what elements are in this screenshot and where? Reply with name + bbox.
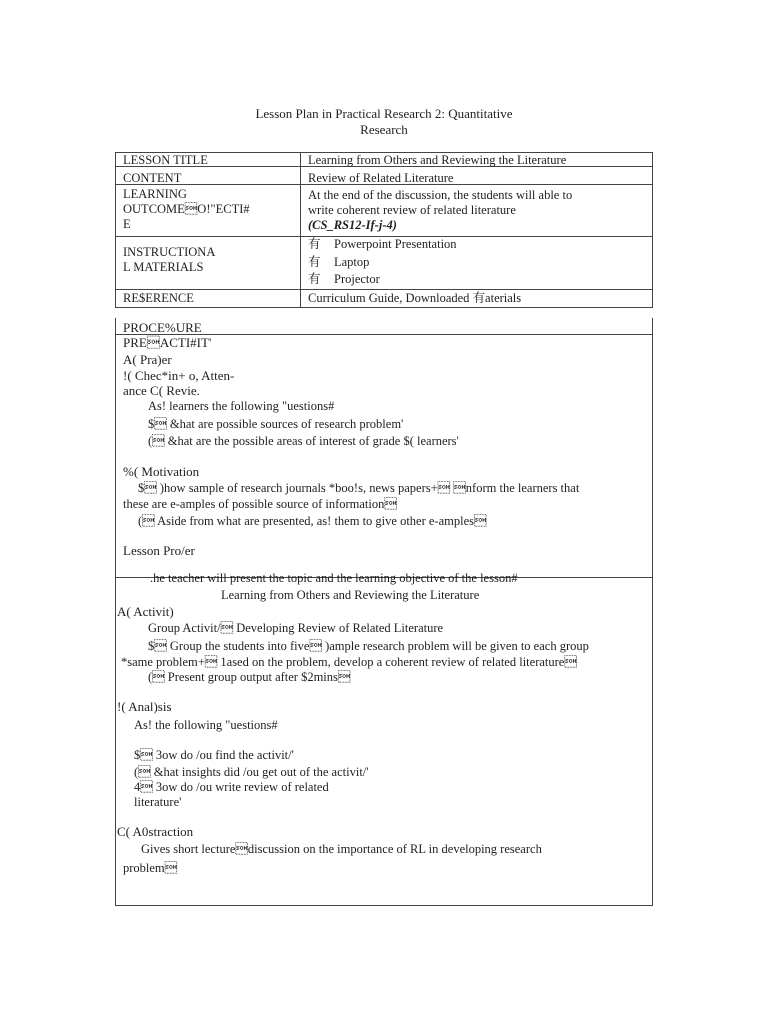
- ask-instruction: As! learners the following "uestions#: [148, 399, 335, 413]
- outcome-text-2: write coherent review of related literature: [308, 203, 516, 217]
- row-value-content: Review of Related Literature: [308, 171, 454, 185]
- motivation-line-3: ( Aside from what are presented, as! them to give other e-amples: [138, 514, 487, 528]
- activity-step-3: ( Present group output after $2mins: [148, 670, 351, 684]
- row-value-reference: Curriculum Guide, Downloaded 有aterials: [308, 291, 522, 305]
- analysis-question-3: 4 3ow do /ou write review of related: [134, 780, 329, 794]
- analysis-question-1: $ 3ow do /ou find the activit/': [134, 748, 294, 762]
- lesson-subtitle: Learning from Others and Reviewing the Literature: [221, 588, 480, 602]
- outcome-label-1: LEARNING: [123, 187, 187, 201]
- materials-label-1: INSTRUCTIONA: [123, 245, 216, 259]
- activity-heading: A( Activit): [117, 604, 174, 619]
- row-label-materials: [123, 245, 215, 275]
- list-item: 有 Projector: [308, 271, 457, 289]
- activity-step-2: *same problem+ 1ased on the problem, develop a coherent review of related literature: [121, 655, 577, 669]
- table-rule: [115, 152, 116, 308]
- motivation-line-2: these are e-amples of possible source of information: [123, 497, 397, 511]
- lesson-intro: .he teacher will present the topic and the learning objective of the lesson#: [150, 571, 518, 585]
- row-label-content: CONTENT: [123, 171, 182, 185]
- materials-list: [308, 236, 457, 289]
- list-item: 有 Powerpoint Presentation: [308, 236, 457, 254]
- analysis-question-3-cont: literature': [134, 795, 182, 809]
- motivation-heading: %( Motivation: [123, 464, 200, 479]
- abstraction-line-1: Gives short lecturediscussion on the importance of RL in developing research: [141, 842, 542, 856]
- lesson-box: [115, 571, 653, 906]
- abstraction-heading: C( A0straction: [117, 824, 194, 839]
- document-title: [0, 106, 768, 138]
- check-item-1: !( Chec*in+ o, Atten-: [123, 368, 235, 383]
- row-label-outcome: [123, 187, 250, 232]
- prayer-item: A( Pra)er: [123, 352, 172, 367]
- lesson-rule: [116, 905, 652, 906]
- analysis-question-2: ( &hat insights did /ou get out of the activit/': [134, 765, 369, 779]
- analysis-heading: !( Anal)sis: [117, 699, 172, 714]
- question-2: ( &hat are the possible areas of interest of grade $( learners': [148, 434, 459, 448]
- table-rule: [300, 152, 301, 308]
- table-rule: [115, 307, 653, 308]
- outcome-label-3: E: [123, 217, 131, 231]
- outcome-text-1: At the end of the discussion, the students will able to: [308, 188, 573, 202]
- motivation-line-1: $ )how sample of research journals *boo!s, news papers+ nform the learners that: [138, 481, 580, 495]
- lesson-proper-heading: Lesson Pro/er: [123, 543, 195, 558]
- row-label-reference: RE$ERENCE: [123, 291, 194, 305]
- row-value-lesson-title: Learning from Others and Reviewing the Literature: [308, 153, 567, 167]
- table-rule: [115, 289, 653, 290]
- procedure-header: PROCE%URE: [123, 320, 202, 335]
- bullet-icon: 有: [308, 237, 321, 251]
- title-line-2: Research: [360, 122, 408, 137]
- abstraction-line-2: problem: [123, 861, 178, 875]
- procedure-box: [115, 318, 653, 578]
- bullet-icon: 有: [308, 272, 321, 286]
- group-activity: Group Activit/ Developing Review of Related Literature: [148, 621, 444, 635]
- title-line-1: Lesson Plan in Practical Research 2: Quantitative: [255, 106, 513, 121]
- lesson-info-table: [115, 152, 653, 308]
- analysis-instruction: As! the following "uestions#: [134, 718, 278, 732]
- activity-step-1: $ Group the students into five )ample research problem will be given to each group: [148, 639, 589, 653]
- outcome-label-2: OUTCOMEO!"ECTI#: [123, 202, 250, 216]
- row-label-lesson-title: LESSON TITLE: [123, 153, 208, 167]
- preactivity-heading: PREACTI#IT': [123, 335, 212, 350]
- bullet-icon: 有: [308, 254, 321, 269]
- question-1: $ &hat are possible sources of research problem': [148, 417, 404, 431]
- materials-label-2: L MATERIALS: [123, 260, 204, 274]
- row-value-outcome: [308, 188, 572, 233]
- check-item-2: ance C( Revie.: [123, 383, 200, 398]
- outcome-code: (CS_RS12-If-j-4): [308, 218, 397, 232]
- list-item: 有 Laptop: [308, 254, 457, 272]
- table-rule: [652, 152, 653, 308]
